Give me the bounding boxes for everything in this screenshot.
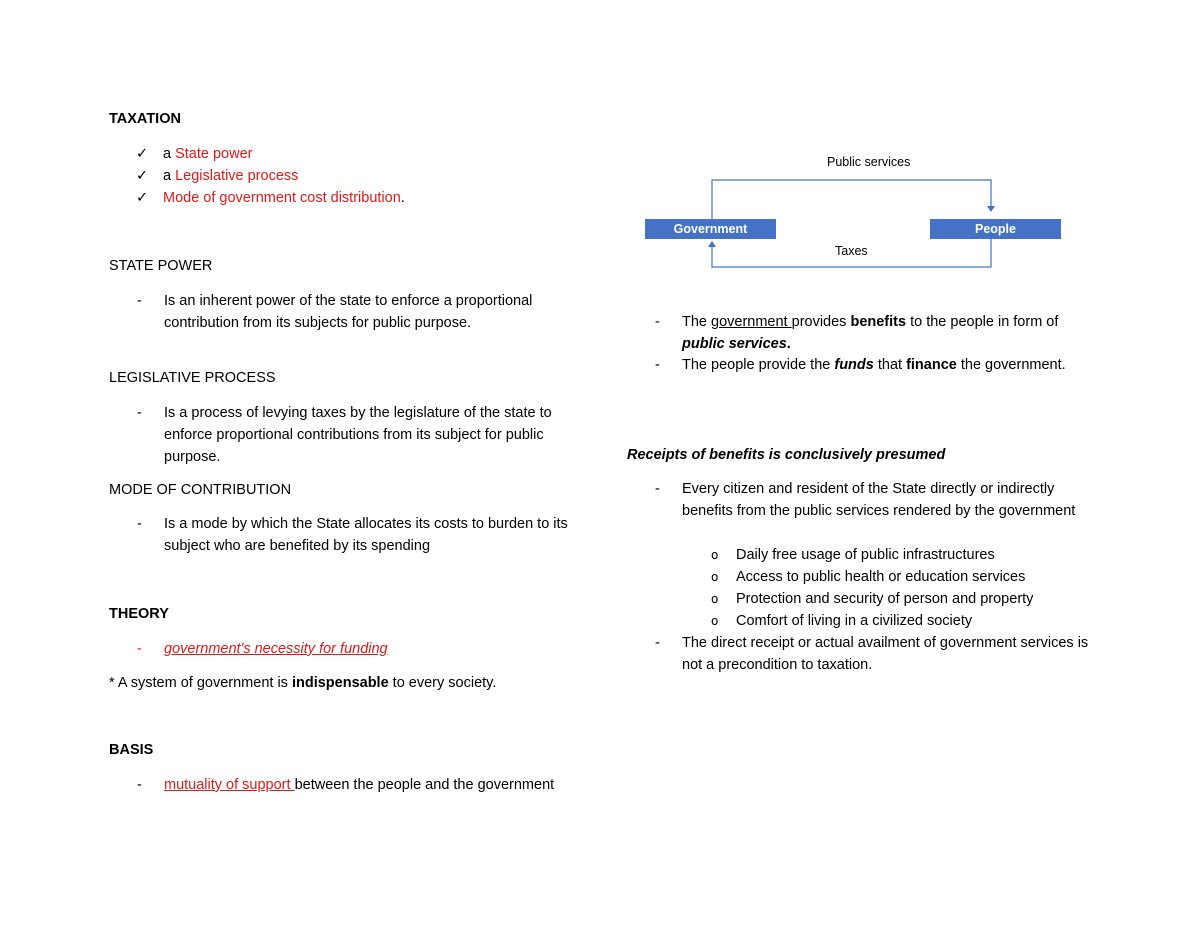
theory-heading: THEORY [109, 606, 169, 622]
state-power-heading: STATE POWER [109, 258, 213, 274]
receipts-bullet-1-text: Every citizen and resident of the State directly or indirectly benefits from the public services rendered by the government [682, 481, 1076, 519]
check-icon: ✓ [136, 146, 149, 162]
public-services-label: Public services [827, 155, 911, 169]
taxation-item-3: ✓ Mode of government cost distribution. [136, 187, 405, 209]
check-icon: ✓ [136, 190, 149, 206]
taxation-heading: TAXATION [109, 111, 181, 127]
theory-note: * A system of government is indispensable to every society. [109, 675, 497, 691]
taxation-item-1: ✓ a State power [136, 143, 252, 165]
dash-marker: - [655, 481, 660, 497]
receipts-sub-4: o Comfort of living in a civilized society [711, 610, 972, 632]
arrowhead-down [987, 206, 995, 212]
flow-diagram [645, 150, 1065, 270]
circle-bullet-icon: o [711, 570, 719, 584]
circle-bullet-icon: o [711, 592, 719, 606]
state-power-text: Is an inherent power of the state to enforce a proportional contribution from its subjects for public purpose. [164, 293, 533, 331]
flow-bullet-2-text: The people provide the funds that finance the government. [682, 357, 1066, 373]
people-box: People [930, 219, 1061, 239]
receipts-heading: Receipts of benefits is conclusively presumed [627, 447, 946, 463]
receipts-sub-1: o Daily free usage of public infrastructures [711, 544, 995, 566]
receipts-sub-2: o Access to public health or education services [711, 566, 1025, 588]
legislative-process-heading: LEGISLATIVE PROCESS [109, 370, 276, 386]
dash-marker: - [655, 635, 660, 651]
public-services-arrow [712, 180, 991, 219]
government-box: Government [645, 219, 776, 239]
dash-marker: - [137, 777, 142, 793]
dash-marker: - [137, 405, 142, 421]
dash-marker: - [655, 357, 660, 373]
receipts-sub-3: o Protection and security of person and property [711, 588, 1033, 610]
mode-of-contribution-text: Is a mode by which the State allocates its costs to burden to its subject who are benefited by its spending [164, 516, 568, 554]
basis-text: mutuality of support between the people and the government [164, 777, 555, 793]
dash-marker: - [655, 314, 660, 330]
circle-bullet-icon: o [711, 614, 719, 628]
taxes-label: Taxes [835, 244, 868, 258]
mode-of-contribution-heading: MODE OF CONTRIBUTION [109, 482, 292, 498]
dash-marker: - [137, 641, 142, 657]
basis-heading: BASIS [109, 742, 154, 758]
dash-marker: - [137, 516, 142, 532]
taxation-item-2: ✓ a Legislative process [136, 165, 298, 187]
circle-bullet-icon: o [711, 548, 719, 562]
receipts-bullet-2-text: The direct receipt or actual availment of government services is not a precondition to taxation. [682, 635, 1089, 673]
dash-marker: - [137, 293, 142, 309]
check-icon: ✓ [136, 168, 149, 184]
flow-bullet-1-text: The government provides benefits to the people in form of public services. [682, 314, 1059, 352]
legislative-process-text: Is a process of levying taxes by the legislature of the state to enforce proportional contributions from its subject for public purpose. [164, 405, 552, 465]
arrowhead-up [708, 241, 716, 247]
theory-text: government's necessity for funding [164, 641, 388, 657]
